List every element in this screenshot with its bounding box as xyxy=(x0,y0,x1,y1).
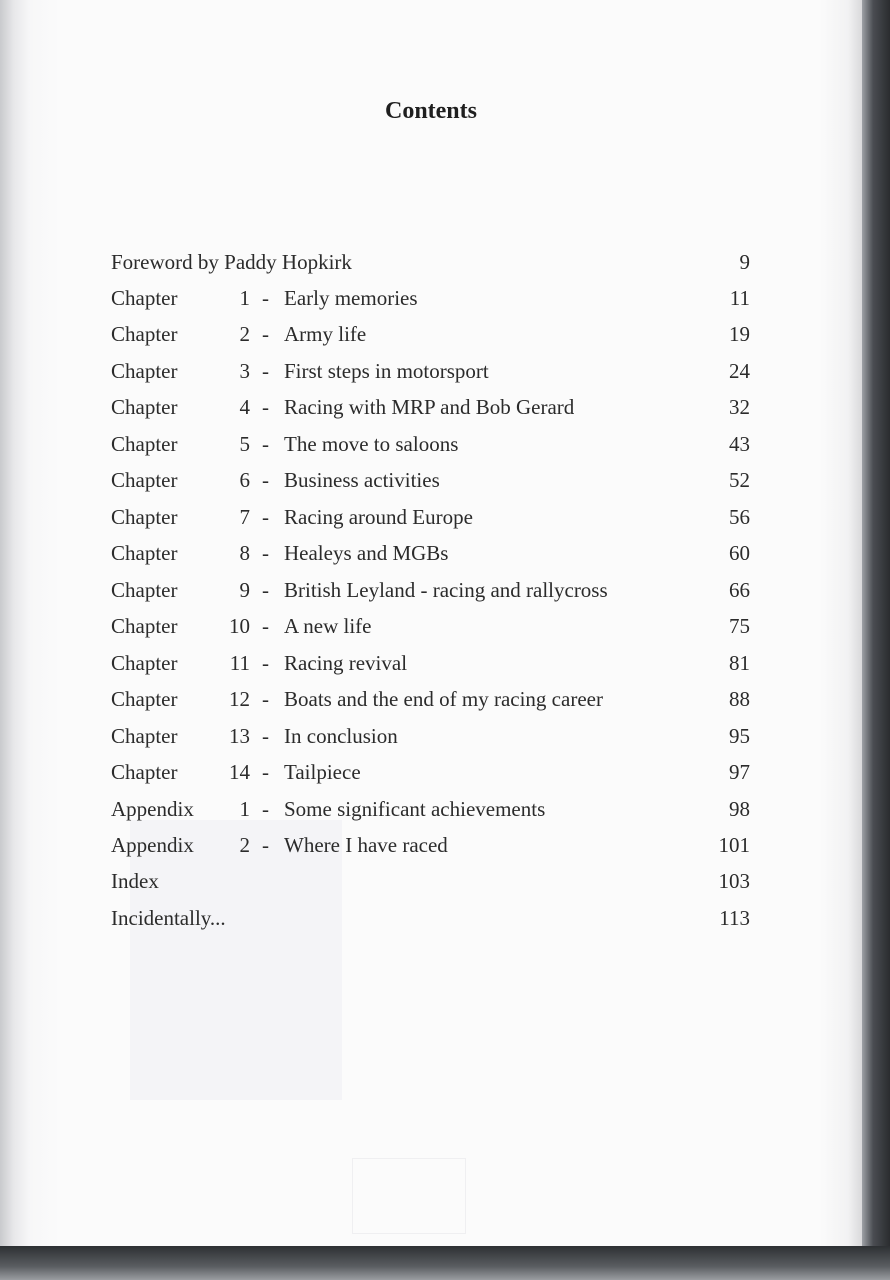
book-edge-right xyxy=(862,0,890,1280)
entry-page-number: 88 xyxy=(729,687,750,711)
entry-separator: - xyxy=(262,505,269,529)
toc-entry-appendix-2 xyxy=(0,833,862,863)
toc-entry-chapter-9 xyxy=(0,578,862,608)
entry-label: Chapter xyxy=(111,541,178,565)
entry-separator: - xyxy=(262,724,269,748)
entry-label: Chapter xyxy=(111,687,178,711)
entry-number: 14 xyxy=(229,760,250,784)
entry-separator: - xyxy=(262,286,269,310)
toc-entry-chapter-4 xyxy=(0,395,862,425)
entry-number: 1 xyxy=(239,797,250,821)
entry-number: 4 xyxy=(239,395,250,419)
entry-page-number: 98 xyxy=(729,797,750,821)
page-title: Contents xyxy=(384,98,477,124)
entry-label: Chapter xyxy=(111,359,178,383)
toc-entry-chapter-3 xyxy=(0,359,862,389)
entry-page-number: 19 xyxy=(729,322,750,346)
entry-page-number: 52 xyxy=(729,468,750,492)
toc-entry-chapter-1 xyxy=(0,286,862,316)
entry-page-number: 97 xyxy=(729,760,750,784)
entry-label: Chapter xyxy=(111,505,178,529)
entry-separator: - xyxy=(262,833,269,857)
entry-title: The move to saloons xyxy=(284,432,459,456)
entry-number: 1 xyxy=(239,286,250,310)
entry-page-number: 101 xyxy=(718,833,750,857)
entry-label: Chapter xyxy=(111,724,178,748)
toc-entry-chapter-8 xyxy=(0,541,862,571)
entry-separator: - xyxy=(262,687,269,711)
entry-page-number: 9 xyxy=(739,250,750,274)
toc-entry-incidentally xyxy=(0,906,862,936)
entry-title: Business activities xyxy=(284,468,440,492)
entry-separator: - xyxy=(262,432,269,456)
toc-entry-chapter-14 xyxy=(0,760,862,790)
entry-label: Foreword by Paddy Hopkirk xyxy=(111,250,352,274)
entry-separator: - xyxy=(262,760,269,784)
entry-number: 7 xyxy=(239,505,250,529)
entry-separator: - xyxy=(262,541,269,565)
entry-page-number: 103 xyxy=(718,869,750,893)
entry-title: Healeys and MGBs xyxy=(284,541,449,565)
entry-number: 11 xyxy=(229,651,250,675)
entry-title: Racing with MRP and Bob Gerard xyxy=(284,395,575,419)
entry-page-number: 60 xyxy=(729,541,750,565)
entry-number: 10 xyxy=(229,614,250,638)
toc-entry-appendix-1 xyxy=(0,797,862,827)
show-through-box xyxy=(352,1158,466,1234)
entry-number: 2 xyxy=(239,833,250,857)
entry-separator: - xyxy=(262,614,269,638)
entry-title: British Leyland - racing and rallycross xyxy=(284,578,608,602)
entry-number: 9 xyxy=(239,578,250,602)
entry-title: Racing revival xyxy=(284,651,408,675)
toc-entry-chapter-13 xyxy=(0,724,862,754)
entry-title: In conclusion xyxy=(284,724,398,748)
entry-label: Chapter xyxy=(111,322,178,346)
entry-number: 3 xyxy=(239,359,250,383)
entry-label: Chapter xyxy=(111,651,178,675)
entry-separator: - xyxy=(262,651,269,675)
entry-page-number: 81 xyxy=(729,651,750,675)
entry-label: Appendix xyxy=(111,833,194,857)
entry-number: 6 xyxy=(239,468,250,492)
entry-separator: - xyxy=(262,468,269,492)
entry-page-number: 66 xyxy=(729,578,750,602)
toc-entry-index xyxy=(0,869,862,899)
entry-separator: - xyxy=(262,797,269,821)
entry-separator: - xyxy=(262,359,269,383)
entry-label: Incidentally... xyxy=(111,906,226,930)
entry-title: Tailpiece xyxy=(284,760,361,784)
entry-title: Racing around Europe xyxy=(284,505,473,529)
entry-separator: - xyxy=(262,578,269,602)
entry-label: Chapter xyxy=(111,432,178,456)
entry-number: 5 xyxy=(239,432,250,456)
entry-page-number: 43 xyxy=(729,432,750,456)
toc-entry-chapter-5 xyxy=(0,432,862,462)
entry-number: 12 xyxy=(229,687,250,711)
entry-title: Where I have raced xyxy=(284,833,448,857)
toc-entry-chapter-12 xyxy=(0,687,862,717)
entry-number: 2 xyxy=(239,322,250,346)
entry-page-number: 75 xyxy=(729,614,750,638)
entry-page-number: 24 xyxy=(729,359,750,383)
entry-label: Appendix xyxy=(111,797,194,821)
entry-label: Chapter xyxy=(111,468,178,492)
toc-entry-chapter-10 xyxy=(0,614,862,644)
entry-label: Chapter xyxy=(111,760,178,784)
entry-label: Chapter xyxy=(111,578,178,602)
entry-title: Early memories xyxy=(284,286,418,310)
entry-label: Chapter xyxy=(111,614,178,638)
toc-entry-chapter-6 xyxy=(0,468,862,498)
entry-separator: - xyxy=(262,322,269,346)
entry-separator: - xyxy=(262,395,269,419)
entry-title: First steps in motorsport xyxy=(284,359,489,383)
entry-label: Chapter xyxy=(111,286,178,310)
entry-title: Army life xyxy=(284,322,367,346)
toc-entry-chapter-11 xyxy=(0,651,862,681)
entry-number: 13 xyxy=(229,724,250,748)
entry-title: A new life xyxy=(284,614,372,638)
entry-label: Index xyxy=(111,869,159,893)
entry-label: Chapter xyxy=(111,395,178,419)
entry-number: 8 xyxy=(239,541,250,565)
entry-title: Some significant achievements xyxy=(284,797,546,821)
entry-page-number: 95 xyxy=(729,724,750,748)
entry-page-number: 11 xyxy=(729,286,750,310)
toc-entry-chapter-2 xyxy=(0,322,862,352)
entry-page-number: 32 xyxy=(729,395,750,419)
toc-entry-chapter-7 xyxy=(0,505,862,535)
entry-page-number: 56 xyxy=(729,505,750,529)
entry-page-number: 113 xyxy=(719,906,750,930)
book-edge-bottom xyxy=(0,1246,890,1280)
toc-entry-foreword xyxy=(0,250,862,280)
entry-title: Boats and the end of my racing career xyxy=(284,687,603,711)
